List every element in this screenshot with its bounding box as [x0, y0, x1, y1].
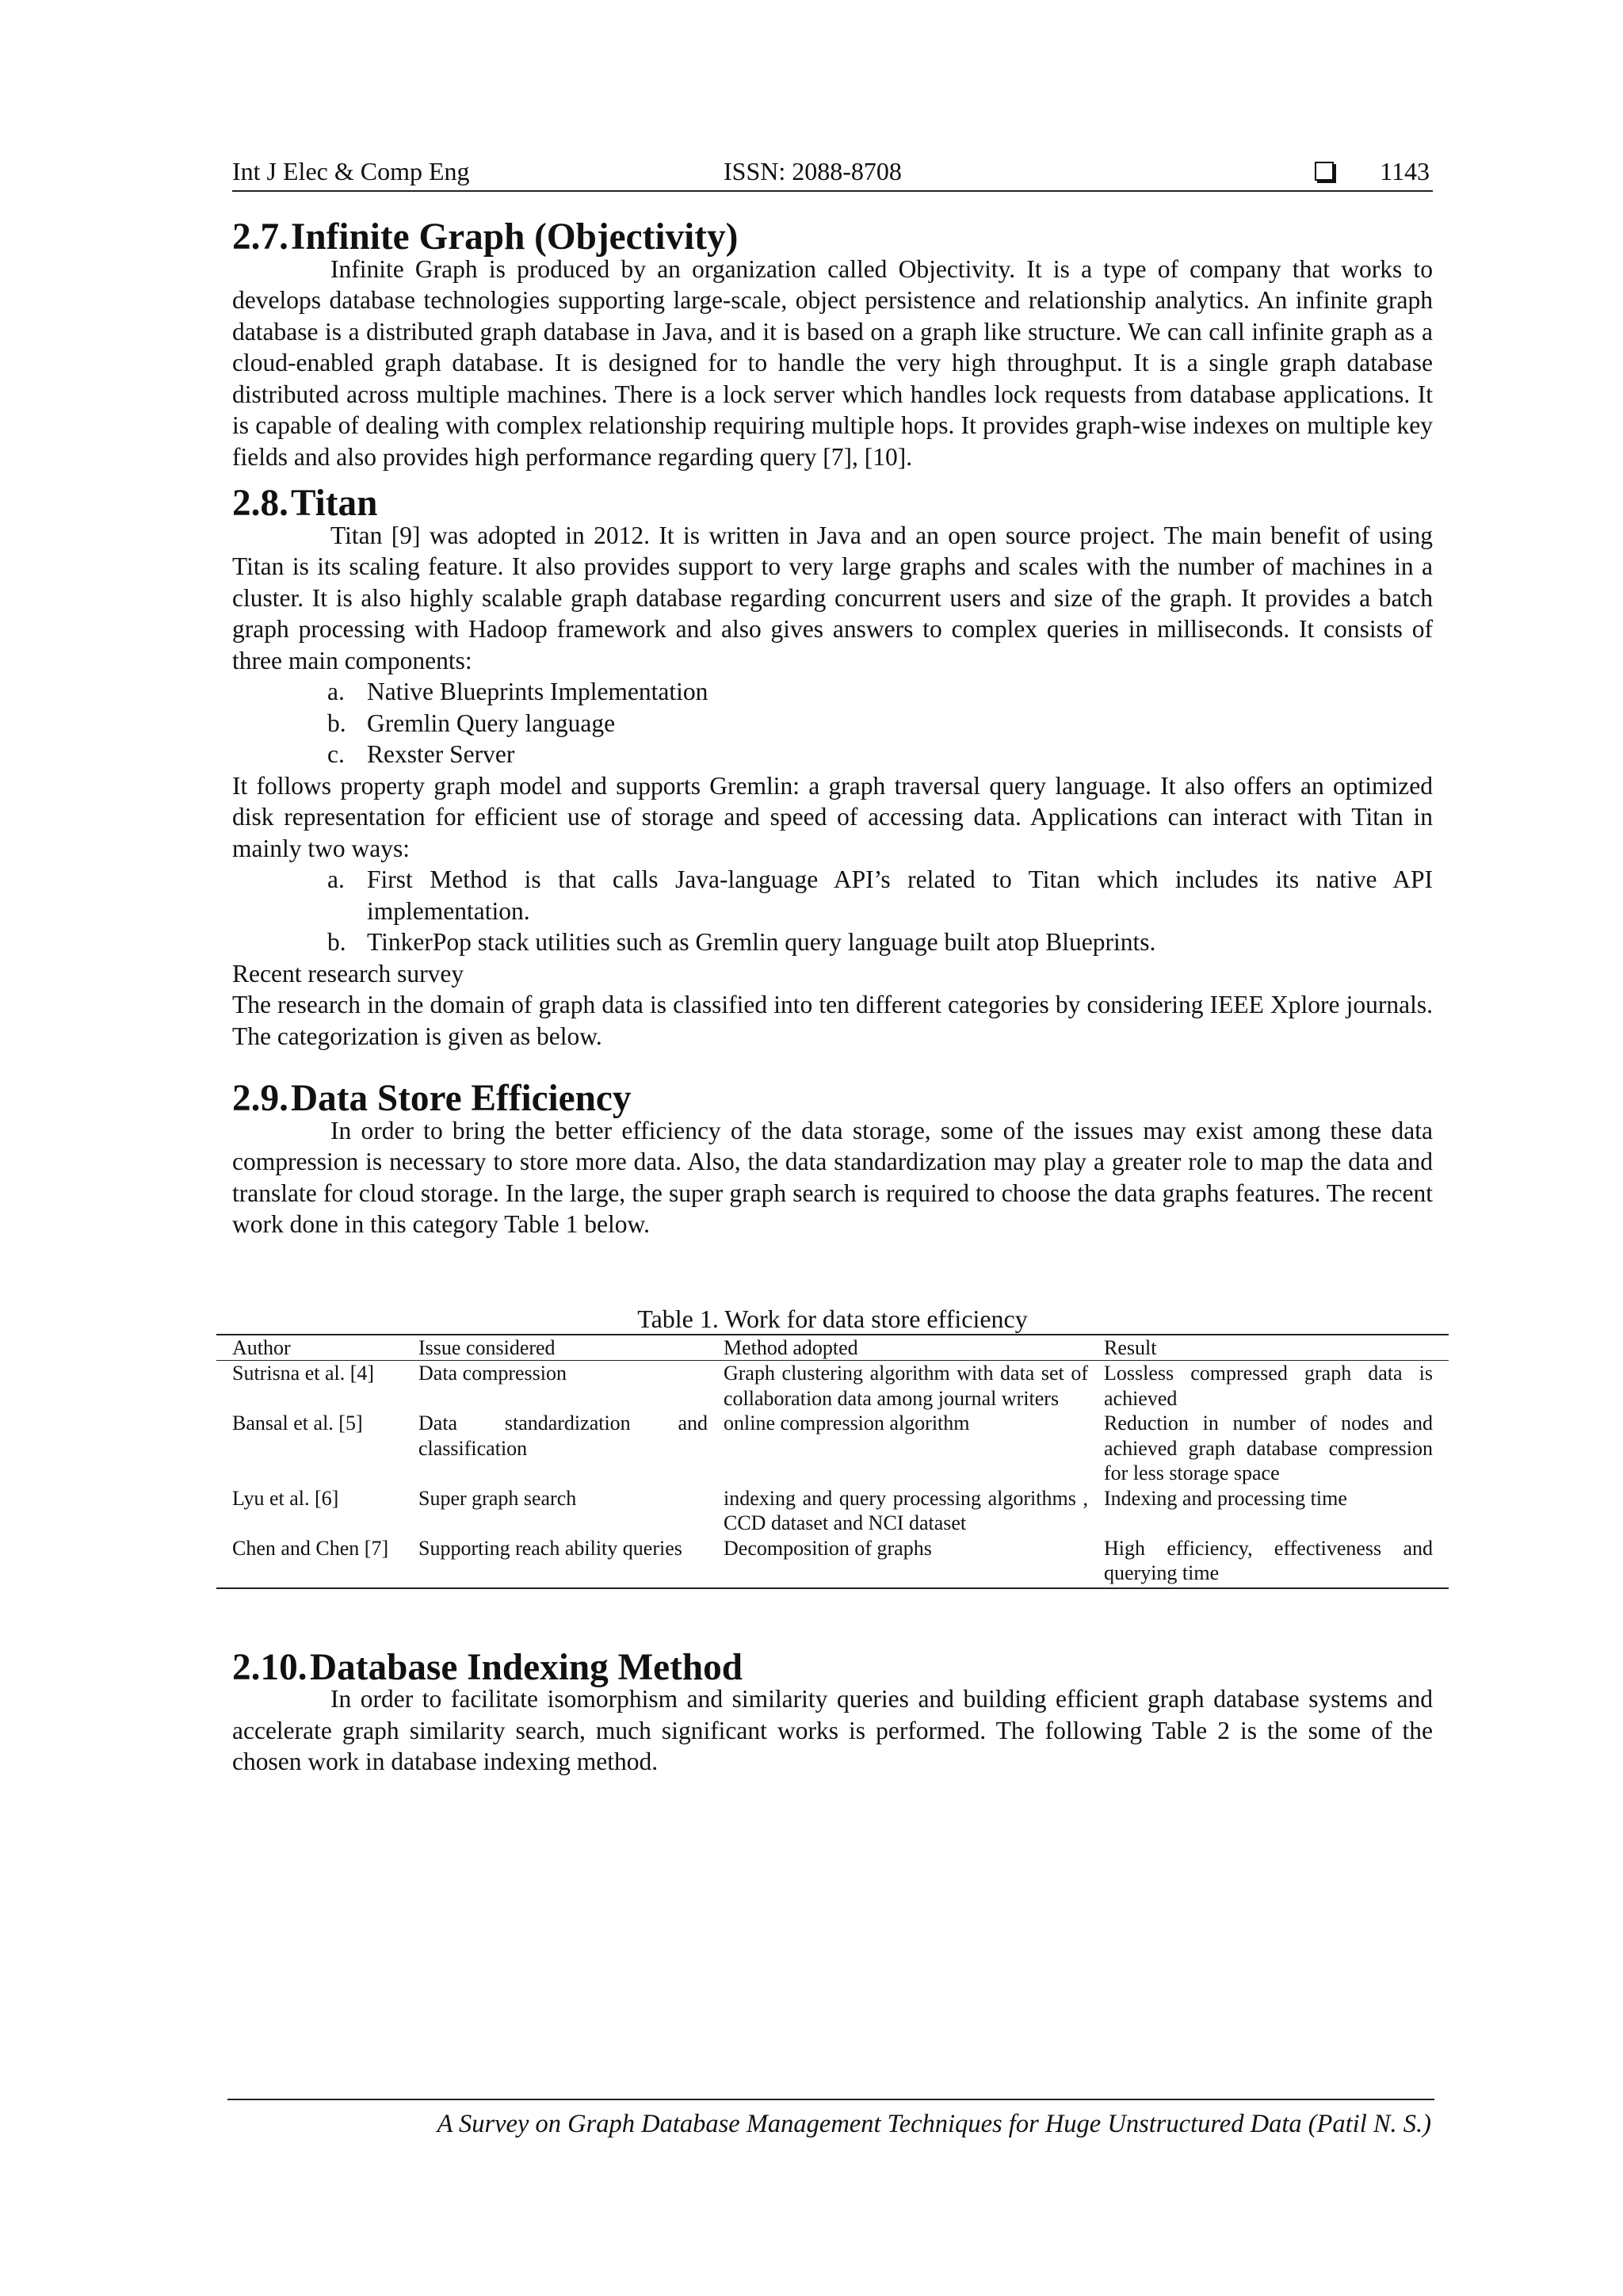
section-heading-2-9 [232, 1078, 1433, 1119]
footer-text: A Survey on Graph Database Management Techniques for Huge Unstructured Data (Patil N. S.) [437, 2110, 1431, 2138]
section-title: Titan [291, 483, 378, 524]
issn: ISSN: 2088-8708 [724, 157, 902, 185]
table-cell: online compression algorithm [724, 1412, 970, 1435]
table-cell: Data compression [418, 1362, 567, 1385]
table-cell: Super graph search [418, 1486, 577, 1510]
list-item [232, 926, 1433, 958]
ways-list [232, 864, 1433, 958]
table-1-caption: Table 1. Work for data store efficiency [637, 1304, 1028, 1333]
list-marker: a. [327, 865, 345, 893]
section-2-8-paragraph: Titan [9] was adopted in 2012. It is written in Java and an open source project. The main benefit of using Titan is its scaling feature. It also provides support to very large graphs and scales with the number of machines in a cluster. It is also highly scalable graph database regarding concurrent users and size of the graph. It provides a batch graph processing with Hadoop framework and also gives answers to complex queries in milliseconds. It consists of three main components: [232, 521, 1433, 674]
list-item-text: Rexster Server [367, 740, 515, 768]
list-item [232, 739, 1433, 770]
table-header-row [216, 1335, 1449, 1361]
section-number: 2.10. [232, 1646, 307, 1688]
section-heading-2-8 [232, 483, 1433, 524]
list-marker: b. [327, 928, 346, 956]
table-cell: Indexing and processing time [1104, 1486, 1347, 1510]
section-title: Infinite Graph (Objectivity) [291, 216, 739, 258]
section-number: 2.8. [232, 483, 288, 524]
section-2-10-paragraph: In order to facilitate isomorphism and similarity queries and building efficient graph database systems and accelerate graph similarity search, much significant works is performed. The following Table 2 is the some of the chosen work in database indexing method. [232, 1685, 1433, 1775]
recent-research-paragraph: The research in the domain of graph data is classified into ten different categories by considering IEEE Xplore journals. The categorization is given as below. [232, 991, 1433, 1050]
components-list [232, 676, 1433, 770]
column-header: Issue considered [403, 1335, 708, 1361]
section-title: Database Indexing Method [310, 1646, 743, 1688]
section-title: Data Store Efficiency [291, 1078, 632, 1119]
table-row [216, 1536, 1449, 1588]
table-cell: Graph clustering algorithm with data set of collaboration data among journal writers [724, 1362, 1088, 1410]
table-cell: High efficiency, effectiveness and querying time [1088, 1536, 1449, 1588]
list-item [232, 864, 1433, 926]
table-cell: Supporting reach ability queries [403, 1536, 708, 1588]
table-cell: Decomposition of graphs [708, 1536, 1088, 1588]
table-cell: Reduction in number of nodes and achieved graph database compression for less storage space [1104, 1412, 1433, 1484]
running-footer [227, 2099, 1434, 2139]
table-cell: Lyu et al. [6] [232, 1486, 339, 1510]
section-2-9-paragraph: In order to bring the better efficiency of the data storage, some of the issues may exist among these data compression is necessary to store more data. Also, the data standardization may play a greater role to map the data and translate for cloud storage. In the large, the super graph search is required to choose the data graphs features. The recent work done in this category Table 1 below. [232, 1116, 1433, 1238]
table-cell: indexing and query processing algorithms , CCD dataset and NCI dataset [724, 1486, 1088, 1534]
column-header: Author [216, 1335, 403, 1361]
table-row [216, 1361, 1449, 1412]
section-heading-2-10 [232, 1646, 1433, 1688]
table-cell: Chen and Chen [7] [216, 1536, 403, 1588]
table-1 [216, 1334, 1449, 1589]
running-header [232, 155, 1433, 192]
list-item-text: Native Blueprints Implementation [367, 678, 708, 705]
recent-research-label: Recent research survey [232, 959, 464, 988]
list-item [232, 676, 1433, 708]
table-cell: Sutrisna et al. [4] [232, 1362, 375, 1385]
section-heading-2-7 [232, 216, 1433, 258]
checkbox-square-icon [1315, 162, 1334, 181]
section-number: 2.9. [232, 1078, 288, 1119]
column-header: Result [1088, 1335, 1449, 1361]
table-cell: Lossless compressed graph data is achieved [1104, 1362, 1433, 1410]
list-item [232, 708, 1433, 739]
list-item-text: TinkerPop stack utilities such as Gremlin query language built atop Blueprints. [367, 928, 1156, 956]
column-header: Method adopted [708, 1335, 1088, 1361]
journal-name: Int J Elec & Comp Eng [232, 157, 470, 185]
main-content [232, 216, 1433, 1778]
table-cell: Data standardization and classification [418, 1412, 708, 1460]
section-number: 2.7. [232, 216, 288, 258]
list-item-text: Gremlin Query language [367, 709, 616, 737]
section-2-7-paragraph: Infinite Graph is produced by an organization called Objectivity. It is a type of company that works to develops database technologies supporting large-scale, object persistence and relationship analytics. An infinite graph database is a distributed graph database in Java, and it is based on a graph like structure. We can call infinite graph as a cloud-enabled graph database. It is designed for to handle the very high throughput. It is a single graph database distributed across multiple machines. There is a lock server which handles lock requests from database applications. It is capable of dealing with complex relationship requiring multiple hops. It provides graph-wise indexes on multiple key fields and also provides high performance regarding query [7], [10]. [232, 254, 1433, 471]
table-row [216, 1486, 1449, 1536]
list-marker: b. [327, 709, 346, 737]
table-cell: Bansal et al. [5] [232, 1412, 363, 1435]
list-item-text: First Method is that calls Java-language API’s related to Titan which includes its native API implementation. [367, 865, 1433, 925]
section-2-8-paragraph-2: It follows property graph model and supports Gremlin: a graph traversal query language. It also offers an optimized disk representation for efficient use of storage and speed of accessing data. Applications can interact with Titan in mainly two ways: [232, 771, 1433, 862]
list-marker: c. [327, 740, 345, 768]
list-marker: a. [327, 678, 345, 705]
table-row [216, 1411, 1449, 1486]
page-number: 1143 [1380, 157, 1430, 185]
